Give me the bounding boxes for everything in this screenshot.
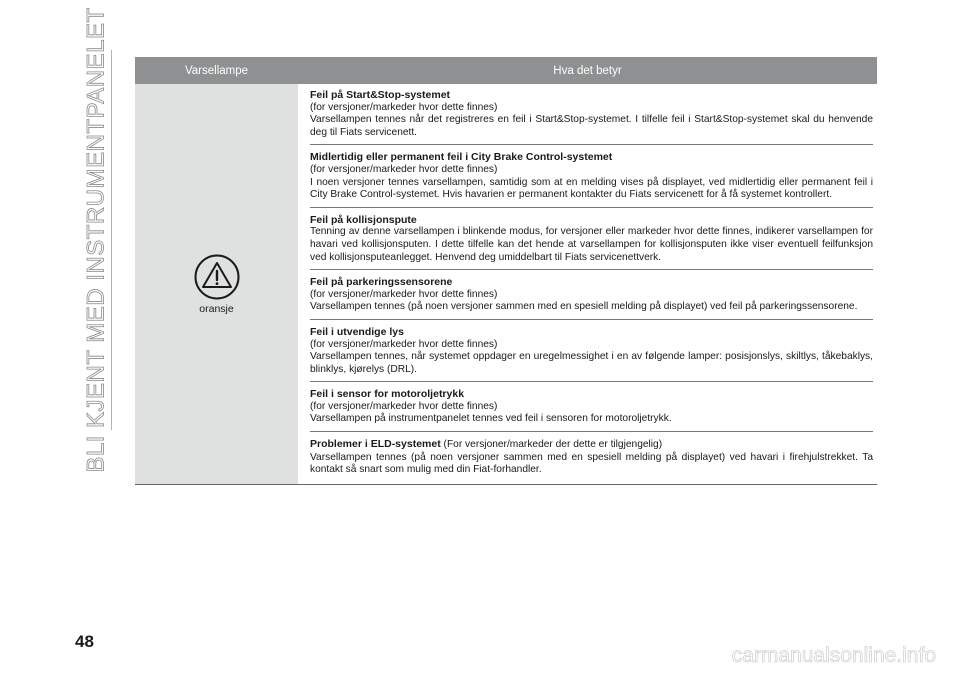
table-row — [135, 84, 877, 485]
entry-line: (for versjoner/markeder hvor dette finnes) — [310, 163, 498, 175]
header-lamp: Varsellampe — [184, 64, 249, 77]
page-number: 48 — [75, 632, 94, 651]
watermark: carmanualsonline.info — [731, 644, 936, 667]
entry-line: (for versjoner/markeder hvor dette finnes) — [310, 338, 498, 350]
entry-line: Varsellampen på instrumentpanelet tennes ved feil i sensoren for motoroljetrykk. — [310, 413, 672, 425]
entry-line: Varsellampen tennes (på noen versjoner sammen med en spesiell melding på displayet) ved feil på parkeringssensorene. — [310, 301, 858, 313]
entry-line: (for versjoner/markeder hvor dette finnes) — [310, 288, 498, 300]
entry-line: Varsellampen tennes (på noen versjoner sammen med en spesiell melding på displayet) ved havari i firehjulstrekket. Ta kontakt så snart som mulig med din Fiat-forhandler. — [310, 451, 873, 476]
entry-line: Varsellampen tennes, når systemet oppdager en uregelmessighet i en av følgende lamper: posisjonslys, skiltlys, tåkebaklys, blinklys, kjørelys (DRL). — [310, 351, 873, 375]
entry-title: Feil på Start&Stop-systemet — [310, 89, 451, 101]
entry-title: Feil på kollisjonspute — [310, 213, 417, 226]
entry-title: Midlertidig eller permanent feil i City Brake Control-systemet — [310, 151, 613, 164]
entry-title: Feil i sensor for motoroljetrykk — [310, 388, 465, 401]
table-header — [135, 57, 877, 84]
entry-airbag — [310, 208, 873, 270]
entry-city-brake — [310, 145, 873, 207]
warning-triangle-icon — [193, 253, 241, 301]
entry-line: Tenning av denne varsellampen i blinkende modus, for versjoner eller markeder hvor dette finnes, indikerer varsellampen for havari ved kollisjonsputen. I dette tilfelle kan det hende at varsellampen for kollisjonsputen ikke viser eventuell feilfunksjon ved kollisjonsputeanlegget. Henvend deg umiddelbart til Fiats servicenettverk. — [310, 226, 873, 263]
entry-title: Feil i utvendige lys — [310, 325, 404, 338]
entry-heading-line — [310, 438, 873, 452]
entry-title: Feil på parkeringssensorene — [310, 276, 453, 289]
entry-title: Problemer i ELD-systemet — [310, 438, 441, 451]
lamp-color-label: oransje — [199, 302, 234, 315]
entry-line: (for versjoner/markeder hvor dette finnes) — [310, 400, 498, 412]
entry-start-stop — [310, 84, 873, 145]
warning-lamp-table — [135, 57, 877, 485]
lamp-cell — [135, 84, 298, 484]
section-side-title: BLI KJENT MED INSTRUMENTPANELET — [83, 7, 111, 473]
entry-line: I noen versjoner tennes varsellampen, samtidig som at en melding vises på displayet, ved midlertidig eller permanent feil i City Brake Control-systemet. Hvis havarien er permanent kontakter du Fiats servicenett for å få systemet kontrollert. — [310, 176, 873, 201]
description-cell — [298, 84, 877, 484]
side-divider — [111, 50, 112, 430]
entry-eld-system — [310, 432, 873, 484]
entry-parking-sensors — [310, 270, 873, 320]
header-description: Hva det betyr — [553, 64, 622, 77]
entry-exterior-lights — [310, 320, 873, 382]
entry-line: (for versjoner/markeder hvor dette finnes) — [310, 101, 498, 113]
entry-line: Varsellampen tennes når det registreres en feil i Start&Stop-systemet. I tilfelle feil i Start&Stop-systemet skal du henvende deg til Fiats servicenett. — [310, 114, 873, 138]
entry-oil-pressure-sensor — [310, 382, 873, 432]
entry-title-suffix: (For versjoner/markeder der dette er tilgjengelig) — [440, 439, 663, 451]
